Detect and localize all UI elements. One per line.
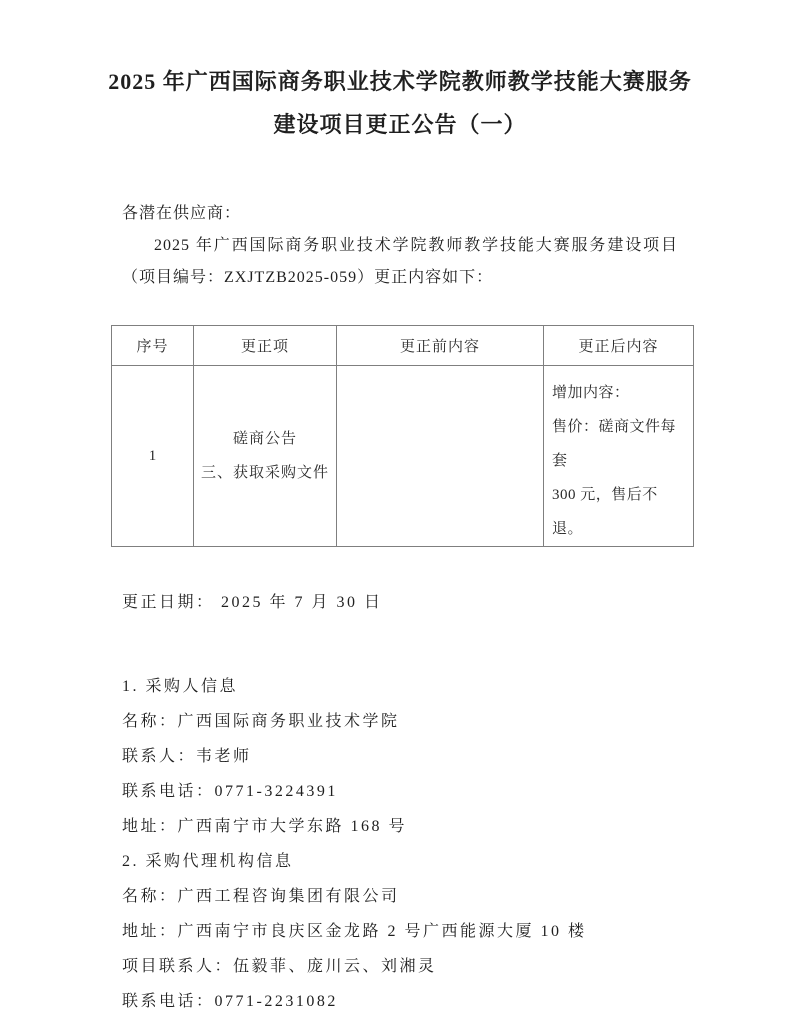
after-line-2: 售价：磋商文件每套 [552, 419, 677, 469]
agency-name: 名称：广西工程咨询集团有限公司 [122, 888, 400, 905]
column-header-item: 更正项 [194, 326, 337, 366]
cell-correction-item [194, 366, 337, 547]
agency-phone: 联系电话：0771-2231082 [122, 993, 338, 1010]
correction-date: 更正日期： 2025 年 7 月 30 日 [122, 594, 383, 611]
column-header-no: 序号 [112, 326, 194, 366]
document-body [0, 198, 800, 1019]
purchaser-heading: 1. 采购人信息 [122, 678, 239, 695]
correction-table [111, 325, 694, 547]
table-header-row [112, 326, 694, 366]
agency-heading: 2. 采购代理机构信息 [122, 853, 294, 870]
page-title [0, 0, 800, 146]
agency-info-section [122, 844, 678, 1019]
intro-paragraph: 2025 年广西国际商务职业技术学院教师教学技能大赛服务建设项目（项目编号：ZXJTZB2025-059）更正内容如下： [122, 237, 678, 286]
agency-address: 地址：广西南宁市良庆区金龙路 2 号广西能源大厦 10 楼 [122, 923, 587, 940]
correction-item-line-2: 三、获取采购文件 [200, 465, 329, 481]
cell-content-before [337, 366, 544, 547]
title-line-2: 建设项目更正公告（一） [273, 112, 527, 137]
purchaser-address: 地址：广西南宁市大学东路 168 号 [122, 818, 408, 835]
purchaser-phone: 联系电话：0771-3224391 [122, 783, 338, 800]
table-row [112, 366, 694, 547]
after-line-3: 300 元，售后不退。 [552, 487, 658, 537]
agency-contacts: 项目联系人：伍毅菲、庞川云、刘湘灵 [122, 958, 437, 975]
title-line-1: 2025 年广西国际商务职业技术学院教师教学技能大赛服务 [108, 69, 692, 94]
column-header-after: 更正后内容 [544, 326, 694, 366]
column-header-before: 更正前内容 [337, 326, 544, 366]
cell-row-number: 1 [112, 366, 194, 547]
purchaser-name: 名称：广西国际商务职业技术学院 [122, 713, 400, 730]
cell-content-after [544, 366, 694, 547]
purchaser-info-section [122, 669, 678, 844]
salutation: 各潜在供应商： [122, 205, 242, 222]
purchaser-contact: 联系人：韦老师 [122, 748, 252, 765]
after-line-1: 增加内容： [552, 385, 630, 401]
correction-item-line-1: 磋商公告 [232, 431, 297, 447]
